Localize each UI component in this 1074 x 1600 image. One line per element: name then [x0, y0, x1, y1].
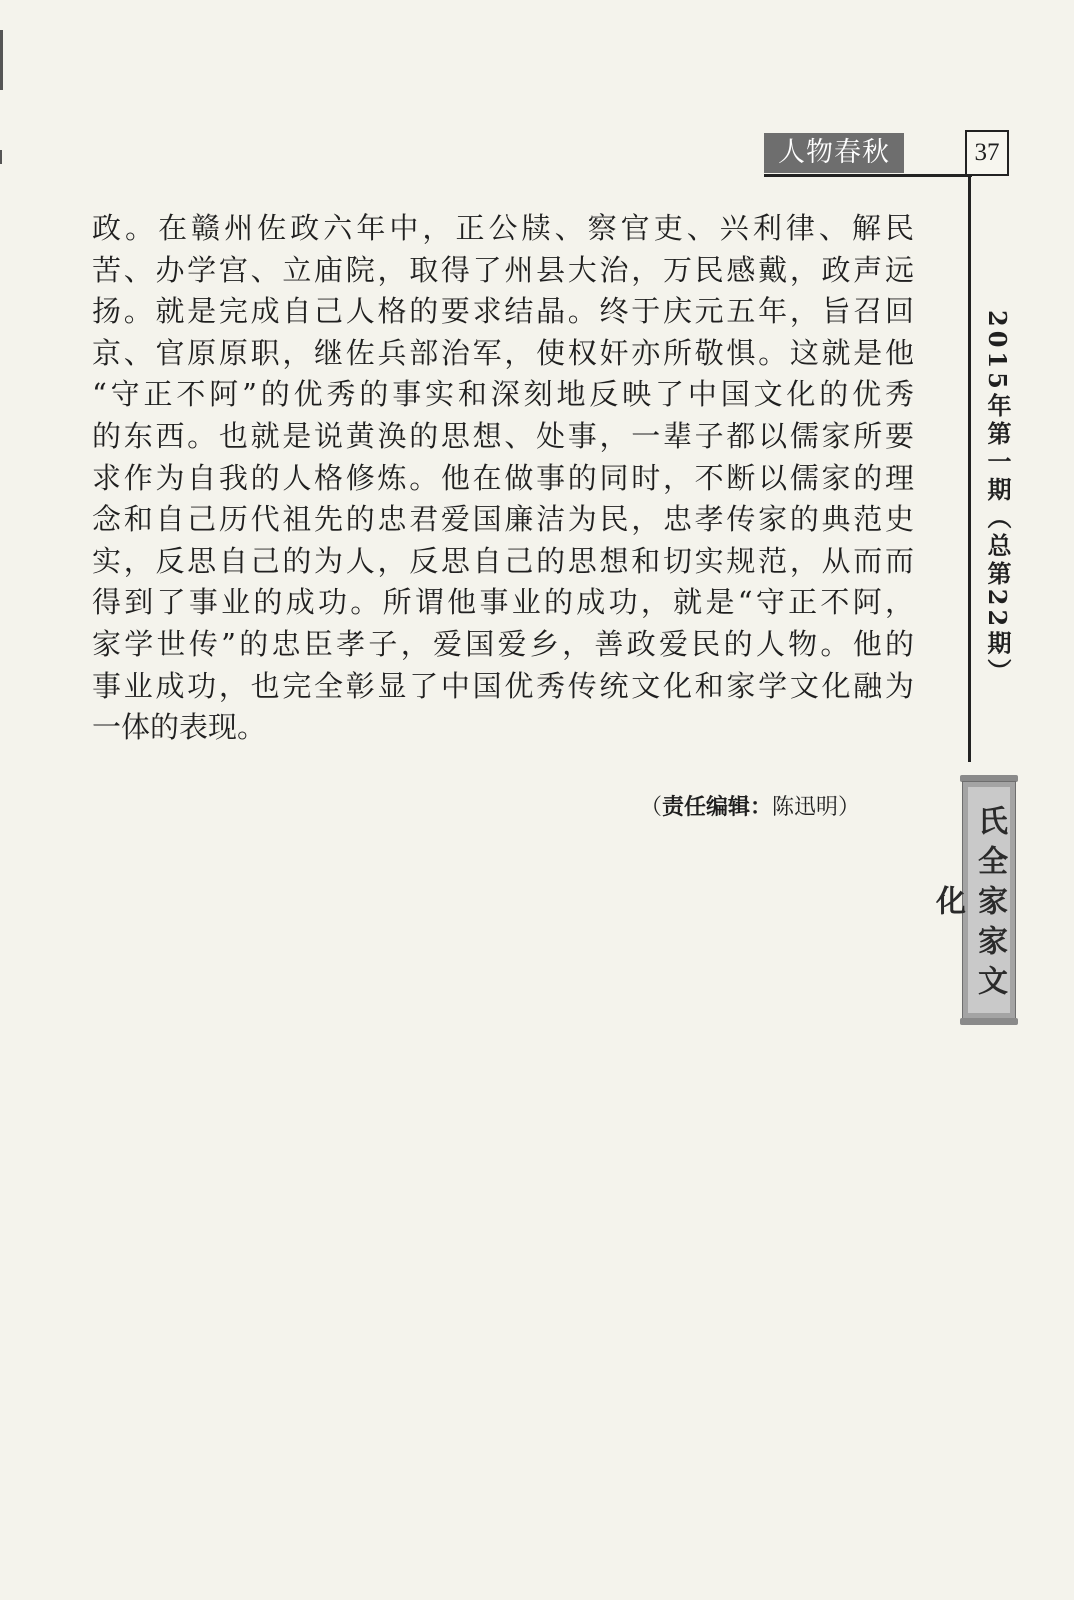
- text-line: 实，反思自己的为人，反思自己的思想和切实规范，从而而: [92, 543, 914, 578]
- scroll-rod-top: [960, 775, 1018, 782]
- text-line: “守正不阿”的优秀的事实和深刻地反映了中国文化的优秀: [92, 377, 914, 412]
- scroll-ornament: [930, 775, 1018, 1025]
- text-line: 京、官原原职，继佐兵部治军，使权奸亦所敬惧。这就是他: [92, 335, 914, 370]
- margin-rule: [968, 176, 971, 762]
- scan-edge-mark: [0, 150, 2, 164]
- text-line: 家学世传”的忠臣孝子，爱国爱乡，善政爱民的人物。他的: [92, 626, 914, 661]
- text-line: 念和自己历代祖先的忠君爱国廉洁为民，忠孝传家的典范史: [92, 502, 914, 537]
- text-line: 求作为自我的人格修炼。他在做事的同时，不断以儒家的理: [92, 460, 914, 495]
- editor-label: 责任编辑：: [662, 795, 773, 820]
- credit-open-paren: （: [640, 795, 663, 820]
- text-line: 扬。就是完成自己人格的要求结晶。终于庆元五年，旨召回: [92, 294, 914, 329]
- issue-label: 2015年第一期（总第22期）: [983, 310, 1012, 687]
- scroll-panel: [930, 782, 1015, 1018]
- scroll-rod-bottom: [960, 1018, 1018, 1025]
- text-line: 的东西。也就是说黄涣的思想、处事，一辈子都以儒家所要: [92, 418, 914, 453]
- text-line: 苦、办学宫、立庙院，取得了州县大治，万民感戴，政声远: [92, 252, 914, 287]
- calligraphy-logo: 氏全家家文化: [930, 805, 1007, 1005]
- text-line: 得到了事业的成功。所谓他事业的成功，就是“守正不阿，: [92, 585, 914, 620]
- scan-edge-mark: [0, 30, 3, 90]
- text-line: 政。在赣州佐政六年中，正公牍、察官吏、兴利律、解民: [92, 211, 914, 245]
- credit-close-paren: ）: [838, 795, 861, 820]
- editor-credit: [640, 790, 860, 821]
- section-title: 人物春秋: [764, 133, 904, 173]
- text-line-last: 一体的表现。: [92, 710, 267, 745]
- header-rule: [764, 174, 972, 177]
- text-line: 事业成功，也完全彰显了中国优秀传统文化和家学文化融为: [92, 668, 914, 703]
- editor-name: 陈迅明: [772, 795, 839, 820]
- article-body: [92, 208, 914, 749]
- page-number: 37: [965, 130, 1009, 176]
